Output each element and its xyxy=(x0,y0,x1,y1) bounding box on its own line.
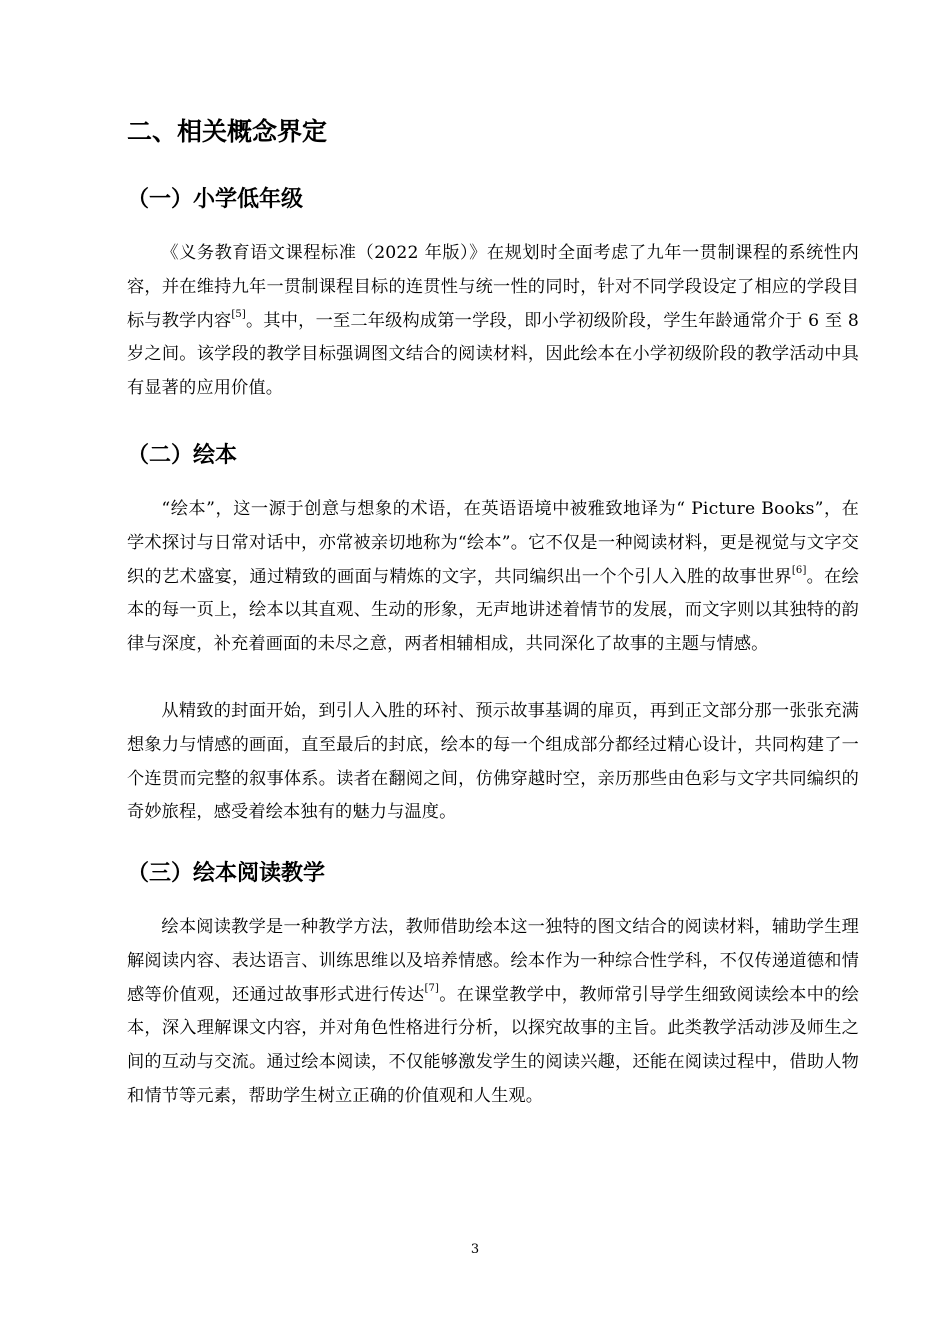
paragraph-picture-books-definition xyxy=(127,493,859,662)
paragraph-text: 。其中，一至二年级构成第一学段，即小学初级阶段，学生年龄通常介于 6 至 8 岁之间。该学段的教学目标强调图文结合的阅读材料，因此绘本在小学初级阶段的教学活动中具有显著的应用价值。 xyxy=(127,310,860,399)
paragraph-lower-grades xyxy=(127,237,859,406)
citation-marker: [6] xyxy=(791,564,807,576)
section-heading-picture-book-teaching: （三）绘本阅读教学 xyxy=(127,861,326,886)
paragraph-text: 。在课堂教学中，教师常引导学生细致阅读绘本中的绘本，深入理解课文内容，并对角色性格进行分析，以探究故事的主旨。此类教学活动涉及师生之间的互动与交流。通过绘本阅读，不仅能够激发学生的阅读兴趣，还能在阅读过程中，借助人物和情节等元素，帮助学生树立正确的价值观和人生观。 xyxy=(127,984,859,1106)
citation-marker: [5] xyxy=(231,308,246,320)
paragraph-text: “绘本”，这一源于创意与想象的术语，在英语语境中被雅致地译为“ Picture Books”，在学术探讨与日常对话中，亦常被亲切地称为“绘本”。它不仅是一种阅读材料，更是视觉与文字交织的艺术盛宴，通过精致的画面与精炼的文字，共同编织出一个个引人入胜的故事世界 xyxy=(127,499,859,587)
section-heading-primary-lower-grades: （一）小学低年级 xyxy=(127,187,304,212)
paragraph-text: 《义务教育语文课程标准（2022 年版）》在规划时全面考虑了九年一贯制课程的系统性内容，并在维持九年一贯制课程目标的连贯性与统一性的同时，针对不同学段设定了相应的学段目标与教学内容 xyxy=(127,243,859,331)
chapter-heading: 二、相关概念界定 xyxy=(127,117,328,146)
paragraph-picture-books-structure xyxy=(127,695,859,830)
section-heading-picture-books: （二）绘本 xyxy=(127,443,238,468)
paragraph-picture-book-teaching xyxy=(127,911,859,1114)
page-number: 3 xyxy=(470,1242,480,1257)
paragraph-text: 。在绘本的每一页上，绘本以其直观、生动的形象，无声地讲述着情节的发展，而文字则以其独特的韵律与深度，补充着画面的未尽之意，两者相辅相成，共同深化了故事的主题与情感。 xyxy=(127,566,859,655)
paragraph-text: 从精致的封面开始，到引人入胜的环衬、预示故事基调的扉页，再到正文部分那一张张充满想象力与情感的画面，直至最后的封底，绘本的每一个组成部分都经过精心设计，共同构建了一个连贯而完整的叙事体系。读者在翻阅之间，仿佛穿越时空，亲历那些由色彩与文字共同编织的奇妙旅程，感受着绘本独有的魅力与温度。 xyxy=(127,701,859,823)
paragraph-text: 绘本阅读教学是一种教学方法，教师借助绘本这一独特的图文结合的阅读材料，辅助学生理解阅读内容、表达语言、训练思维以及培养情感。绘本作为一种综合性学科，不仅传递道德和情感等价值观，还通过故事形式进行传达 xyxy=(127,917,859,1005)
citation-marker: [7] xyxy=(424,982,440,994)
